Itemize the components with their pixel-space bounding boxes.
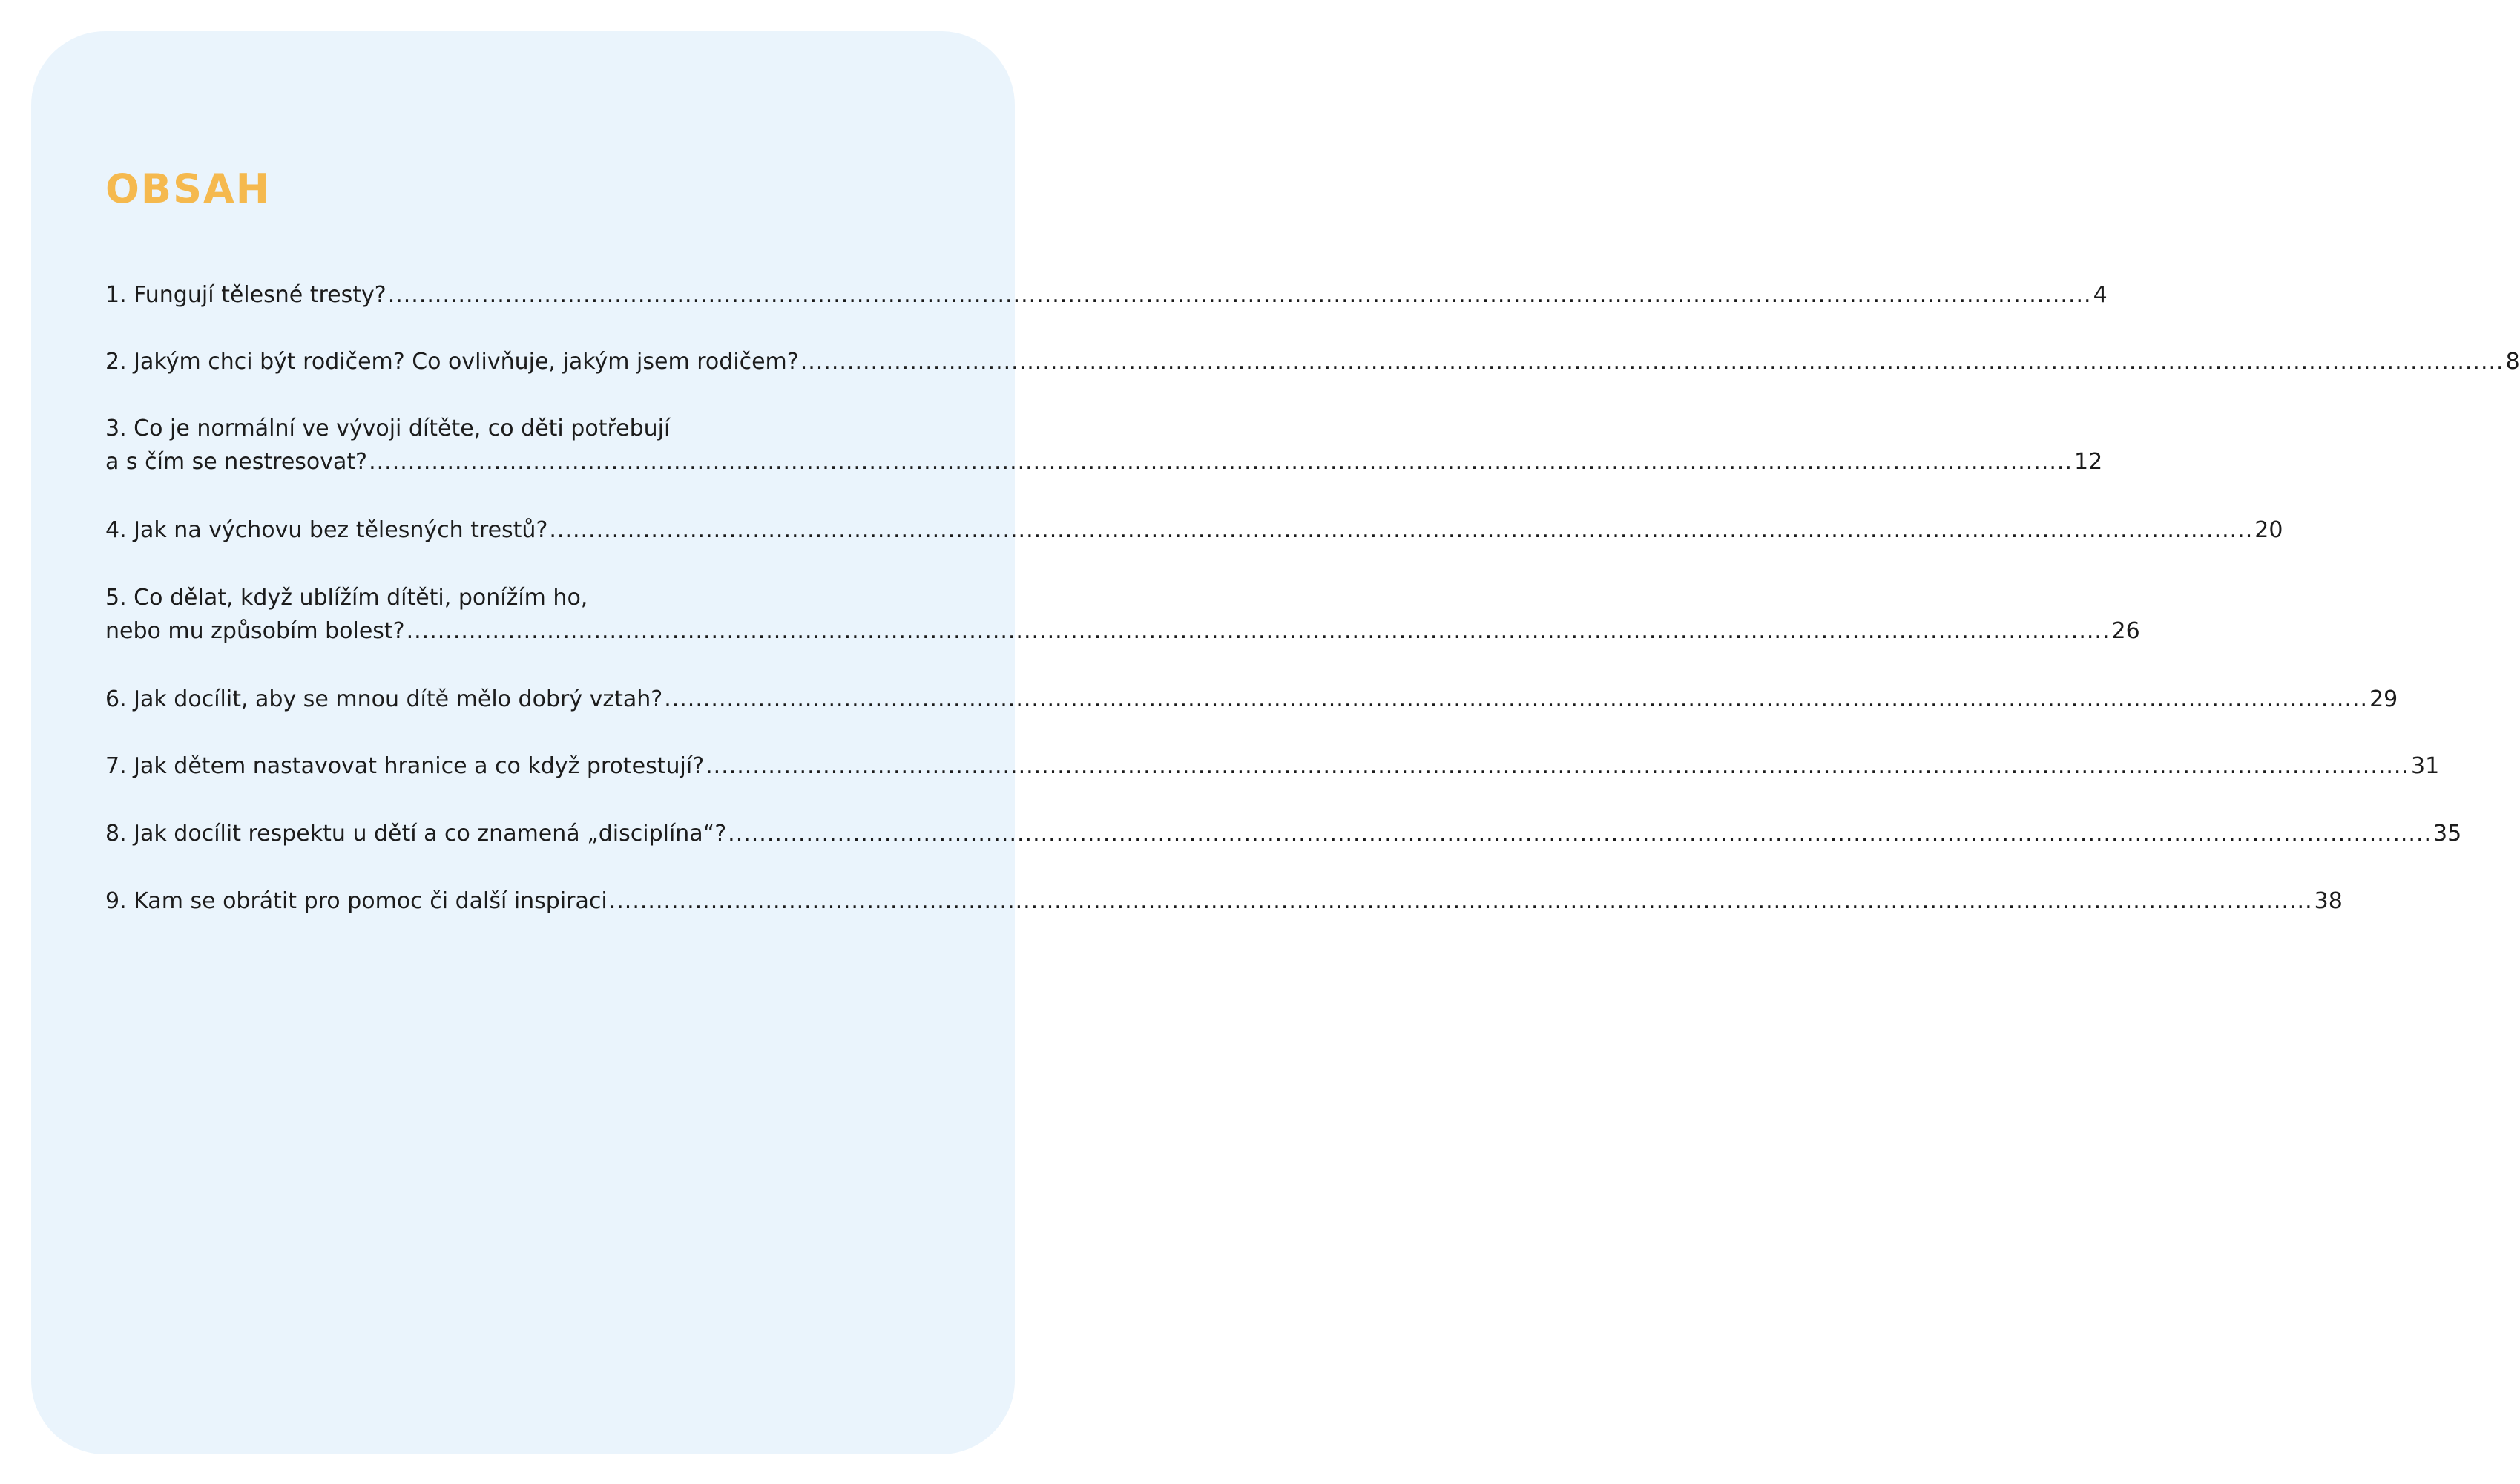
toc-dot-leader: ..........................................................................................................................................................................................................................: [705, 753, 2410, 779]
toc-entry-text: 3. Co je normální ve vývoji dítěte, co děti potřebují: [105, 416, 671, 441]
toc-page-number: 35: [2433, 821, 2462, 847]
toc-entry-4[interactable]: [105, 513, 2283, 547]
toc-entry-6[interactable]: [105, 683, 2398, 716]
toc-entry-line: [105, 817, 2462, 850]
toc-entry-text: 1. Fungují tělesné tresty?: [105, 282, 386, 308]
toc-entry-1[interactable]: [105, 278, 2108, 312]
toc-entry-text: nebo mu způsobím bolest?: [105, 618, 405, 644]
toc-entry-9[interactable]: [105, 884, 2343, 918]
toc-entry-text: 8. Jak docílit respektu u dětí a co znamená „disciplína“?: [105, 821, 727, 847]
toc-entry-3[interactable]: [105, 412, 2103, 479]
toc-page-number: 29: [2369, 686, 2398, 712]
toc-entry-5[interactable]: [105, 581, 2140, 648]
toc-entry-text: a s čím se nestresovat?: [105, 449, 368, 475]
toc-title: OBSAH: [105, 165, 271, 212]
toc-entry-2[interactable]: [105, 345, 2520, 378]
toc-dot-leader: ..........................................................................................................................................................................................................................: [406, 618, 2111, 644]
toc-entry-7[interactable]: [105, 749, 2440, 783]
toc-entry-line: [105, 884, 2343, 918]
toc-dot-leader: ..........................................................................................................................................................................................................................: [549, 517, 2254, 543]
toc-entry-text: 4. Jak na výchovu bez tělesných trestů?: [105, 517, 548, 543]
toc-entry-line: [105, 749, 2440, 783]
toc-entry-line: [105, 614, 2140, 648]
toc-entry-line: [105, 278, 2108, 312]
toc-page-number: 26: [2111, 618, 2140, 644]
toc-entry-text: 6. Jak docílit, aby se mnou dítě mělo dobrý vztah?: [105, 686, 663, 712]
toc-entry-text: 9. Kam se obrátit pro pomoc či další inspiraci: [105, 888, 608, 914]
toc-entry-text: 7. Jak dětem nastavovat hranice a co když protestují?: [105, 753, 705, 779]
toc-dot-leader: ..........................................................................................................................................................................................................................: [369, 449, 2073, 475]
toc-dot-leader: ..........................................................................................................................................................................................................................: [800, 349, 2504, 375]
toc-page-number: 20: [2254, 517, 2283, 543]
toc-entry-line: [105, 345, 2520, 378]
toc-entry-line: [105, 513, 2283, 547]
toc-entry-text: 5. Co dělat, když ublížím dítěti, ponížím ho,: [105, 585, 588, 611]
toc-entry-line: [105, 445, 2103, 479]
toc-entry-8[interactable]: [105, 817, 2462, 850]
toc-dot-leader: ..........................................................................................................................................................................................................................: [728, 821, 2432, 847]
toc-dot-leader: ..........................................................................................................................................................................................................................: [664, 686, 2369, 712]
toc-entry-text: 2. Jakým chci být rodičem? Co ovlivňuje, jakým jsem rodičem?: [105, 349, 799, 375]
toc-page-number: 12: [2074, 449, 2103, 475]
toc-page-number: 31: [2411, 753, 2440, 779]
toc-dot-leader: ..........................................................................................................................................................................................................................: [387, 282, 2092, 308]
toc-dot-leader: ..........................................................................................................................................................................................................................: [608, 888, 2313, 914]
toc-entry-line: [105, 683, 2398, 716]
toc-page-number: 8: [2505, 349, 2520, 375]
page-background-panel: [31, 31, 1015, 1454]
toc-page-number: 38: [2314, 888, 2343, 914]
toc-page-number: 4: [2093, 282, 2108, 308]
